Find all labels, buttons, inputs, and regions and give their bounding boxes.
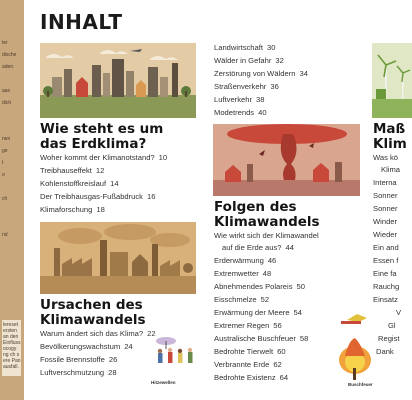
toc-entry-label: Bevölkerungswachstum	[40, 342, 121, 351]
caption-buschfeuer: Buschfeuer	[348, 382, 373, 387]
toc-entry-page: 14	[110, 179, 119, 188]
toc-entry[interactable]	[373, 269, 397, 278]
spine-box-line: ersten	[3, 328, 17, 334]
toc-entry-label: Bedrohte Existenz	[214, 373, 276, 382]
toc-entry[interactable]	[373, 204, 398, 213]
spine-text-line: aden	[2, 64, 14, 70]
spine-text-line: nd	[2, 232, 8, 238]
toc-entry[interactable]	[373, 282, 399, 291]
toc-entry-continued[interactable]	[222, 243, 294, 252]
toc-entry[interactable]	[373, 230, 397, 239]
toc-entry-page: 46	[267, 256, 277, 265]
spine-text-line: aas	[2, 88, 11, 94]
illustration-storm	[213, 124, 360, 196]
toc-entry[interactable]	[40, 166, 104, 175]
spine-box-line: an den	[3, 334, 19, 340]
toc-entry-page: 40	[258, 108, 267, 117]
toc-entry-label: Rauchg	[373, 282, 400, 291]
toc-entry-label: Was kö	[373, 153, 399, 162]
spine-box-line: ng ch s	[3, 352, 20, 358]
toc-entry-label: Kohlenstoffkreislauf	[40, 179, 107, 188]
toc-entry[interactable]	[214, 82, 279, 91]
toc-entry[interactable]	[214, 231, 319, 240]
toc-entry[interactable]	[40, 368, 117, 377]
toc-entry-page: 36	[270, 82, 279, 91]
toc-entry-page: 22	[147, 329, 156, 338]
toc-entry[interactable]	[214, 69, 308, 78]
toc-entry[interactable]	[214, 295, 269, 304]
toc-entry[interactable]	[40, 342, 133, 351]
toc-entry-label: Der Treibhausgas-Fußabdruck	[40, 192, 143, 201]
toc-entry[interactable]	[214, 269, 271, 278]
spine-text-line: ge	[2, 148, 8, 154]
section-title-massnahmen	[373, 122, 407, 152]
toc-entry-label: Modetrends	[214, 108, 255, 117]
toc-entry[interactable]	[40, 355, 117, 364]
toc-entry-page: 60	[277, 347, 286, 356]
toc-entry-label: Warum ändert sich das Klima?	[40, 329, 144, 338]
toc-entry-label: Wie wirkt sich der Klimawandel	[214, 231, 319, 240]
toc-entry[interactable]	[378, 334, 400, 343]
toc-entry[interactable]	[373, 243, 399, 252]
toc-entry-label: Verbrannte Erde	[214, 360, 270, 369]
toc-entry[interactable]	[214, 373, 288, 382]
toc-entry-label: Winder	[373, 217, 398, 226]
toc-entry-label: Luftverkehr	[214, 95, 252, 104]
spine-text-line: o	[2, 172, 5, 178]
toc-entry-label: Extremer Regen	[214, 321, 270, 330]
spine-box-line: ocogy	[3, 346, 17, 352]
toc-entry-page: 34	[299, 69, 308, 78]
illustration-factories	[40, 222, 196, 294]
toc-entry[interactable]	[40, 329, 156, 338]
toc-entry[interactable]	[373, 191, 398, 200]
toc-entry-page: 50	[296, 282, 305, 291]
toc-entry-label: Dank	[376, 347, 394, 356]
spine-text-line: ch	[2, 196, 8, 202]
toc-entry-label: Extremwetter	[214, 269, 259, 278]
page-title: INHALT	[40, 10, 123, 34]
section-title-line: Ursachen des	[40, 297, 143, 313]
illustration-bushfire	[335, 312, 375, 382]
section-title-ursachen	[40, 298, 146, 328]
toc-entry[interactable]	[214, 347, 286, 356]
toc-entry-label: V	[396, 308, 402, 317]
toc-entry-label: Australische Buschfeuer	[214, 334, 296, 343]
toc-entry-page: 38	[256, 95, 265, 104]
toc-entry-label: Interna	[373, 178, 397, 187]
toc-entry[interactable]	[373, 256, 398, 265]
section-title-wie-steht-es	[40, 122, 163, 152]
toc-entry[interactable]	[214, 108, 267, 117]
toc-entry-page: 30	[266, 43, 276, 52]
toc-entry-label: Einsatz	[373, 295, 398, 304]
toc-entry[interactable]	[373, 217, 397, 226]
toc-entry-label: Treibhauseffekt	[40, 166, 92, 175]
toc-entry-label: Klima	[381, 165, 400, 174]
toc-entry[interactable]	[214, 95, 264, 104]
toc-entry-label: Sonner	[373, 191, 398, 200]
toc-entry[interactable]	[214, 360, 282, 369]
section-title-line: Klimawandels	[40, 312, 146, 328]
toc-entry-page: 44	[285, 243, 294, 252]
toc-entry-page: 10	[158, 153, 168, 162]
toc-entry-page: 52	[260, 295, 270, 304]
toc-entry-page: 16	[146, 192, 156, 201]
illustration-city-climate	[40, 43, 196, 118]
toc-entry-label: Gl	[388, 321, 396, 330]
toc-entry[interactable]	[373, 295, 398, 304]
toc-entry-page: 24	[124, 342, 133, 351]
section-title-line: Klimawandels	[214, 214, 320, 230]
toc-entry-label: Wälder in Gefahr	[214, 56, 272, 65]
toc-entry-label: Abnehmendes Polareis	[214, 282, 293, 291]
toc-entry[interactable]	[376, 347, 394, 356]
toc-entry[interactable]	[214, 282, 305, 291]
toc-entry-label: Fossile Brennstoffe	[40, 355, 105, 364]
toc-entry[interactable]	[214, 43, 275, 52]
spine-box-line: Einfluss	[3, 340, 21, 346]
toc-entry[interactable]	[373, 153, 398, 162]
toc-entry[interactable]	[214, 334, 308, 343]
illustration-wind-turbines	[372, 43, 412, 118]
section-title-folgen	[214, 200, 320, 230]
toc-entry[interactable]	[40, 179, 119, 188]
toc-entry-page: 32	[275, 56, 284, 65]
toc-entry-label: Eine fa	[373, 269, 397, 278]
toc-entry-label: Klimaforschung	[40, 205, 93, 214]
section-title-line: Maß	[373, 121, 406, 137]
toc-entry-label: Essen f	[373, 256, 399, 265]
toc-entry-label: Zerstörung von Wäldern	[214, 69, 296, 78]
spine-text-line: nen	[2, 136, 11, 142]
toc-entry[interactable]	[388, 321, 396, 330]
caption-hitzewellen: Hitzewellen	[151, 380, 176, 385]
spine-text-line: dich	[2, 100, 12, 106]
section-title-line: das Erdklima?	[40, 136, 147, 152]
toc-entry-label: Woher kommt der Klimanotstand?	[40, 153, 155, 162]
toc-entry-label: Erderwärmung	[214, 256, 264, 265]
spine-box-line: ausfall.	[3, 364, 19, 370]
toc-entry-page: 26	[108, 355, 118, 364]
toc-entry-page: 28	[108, 368, 117, 377]
spine-text-line: ter	[2, 40, 8, 46]
toc-entry-page: 48	[262, 269, 272, 278]
section-title-line: Wie steht es um	[40, 121, 164, 137]
section-title-line: Folgen des	[214, 199, 297, 215]
spine-box-line: lereset	[3, 322, 19, 328]
spine-text-box	[2, 320, 21, 376]
toc-entry[interactable]	[214, 321, 282, 330]
section-title-line: Klim	[373, 136, 407, 152]
toc-entry-page: 18	[96, 205, 105, 214]
toc-entry-page: 62	[273, 360, 282, 369]
toc-entry[interactable]	[214, 256, 276, 265]
spine-box-line: ere Pan	[3, 358, 21, 364]
toc-entry-label: Luftverschmutzung	[40, 368, 105, 377]
spine-text-line: t	[2, 160, 4, 166]
toc-entry-page: 64	[279, 373, 289, 382]
toc-entry-page: 12	[95, 166, 105, 175]
toc-entry-label: Landwirtschaft	[214, 43, 263, 52]
toc-entry[interactable]	[381, 165, 400, 174]
toc-entry-label: auf die Erde aus?	[222, 243, 282, 252]
toc-entry[interactable]	[40, 192, 155, 201]
toc-entry[interactable]	[40, 205, 105, 214]
spine-text-line: dische	[2, 52, 17, 58]
toc-entry-label: Wieder	[373, 230, 398, 239]
toc-entry[interactable]	[214, 56, 284, 65]
toc-entry-label: Eisschmelze	[214, 295, 257, 304]
toc-entry[interactable]	[396, 308, 401, 317]
toc-entry-label: Straßenverkehr	[214, 82, 267, 91]
toc-entry-page: 54	[293, 308, 302, 317]
toc-entry-label: Erwärmung der Meere	[214, 308, 290, 317]
toc-entry-page: 58	[299, 334, 309, 343]
toc-entry-label: Regist	[378, 334, 400, 343]
toc-entry[interactable]	[373, 178, 397, 187]
toc-entry-label: Ein and	[373, 243, 399, 252]
toc-entry-page: 56	[273, 321, 282, 330]
toc-entry-label: Sonner	[373, 204, 398, 213]
toc-entry[interactable]	[214, 308, 302, 317]
toc-entry[interactable]	[40, 153, 167, 162]
illustration-heatwave-people	[150, 335, 200, 375]
toc-entry-label: Bedrohte Tierwelt	[214, 347, 274, 356]
